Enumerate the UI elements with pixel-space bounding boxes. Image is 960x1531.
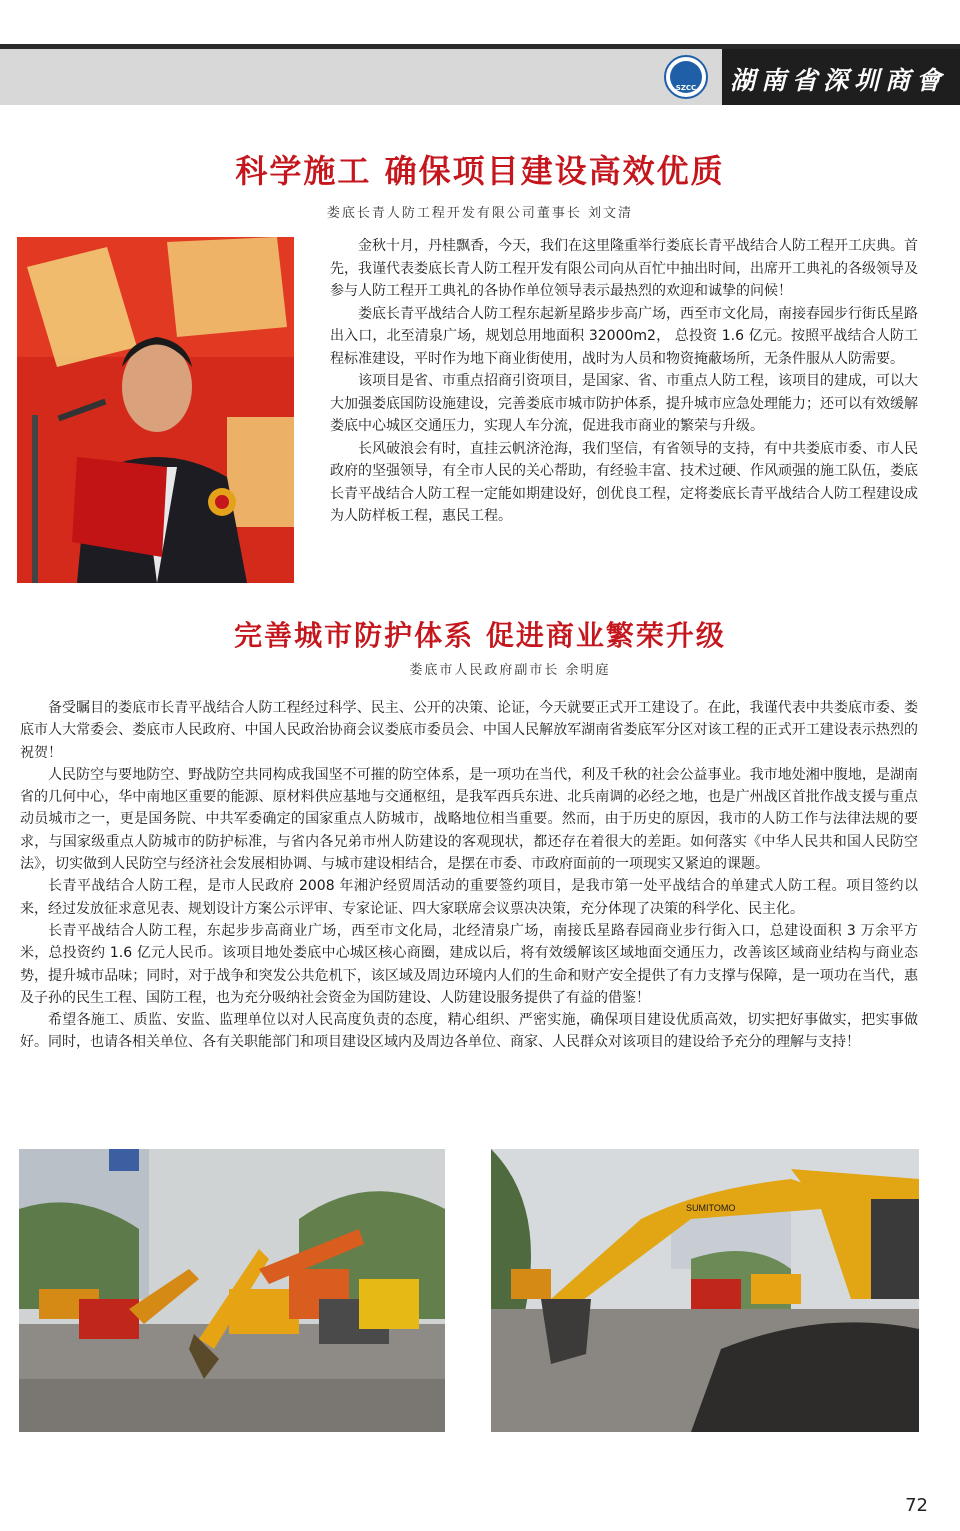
article2-body [20,697,918,1054]
page-number: 72 [905,1495,928,1516]
article1-paragraph: 长风破浪会有时，直挂云帆济沧海，我们坚信，有省领导的支持，有中共娄底市委、市人民政府的坚强领导，有全市人民的关心帮助，有经验丰富、技术过硬、作风顽强的施工队伍，娄底长青平战结合人防工程一定能如期建设好，创优良工程，定将娄底长青平战结合人防工程建设成为人防样板工程，惠民工程。 [330,440,918,524]
article2-paragraph: 人民防空与要地防空、野战防空共同构成我国坚不可摧的防空体系，是一项功在当代，利及千秋的社会公益事业。我市地处湘中腹地，是湖南省的几何中心，华中南地区重要的能源、原材料供应基地与交通枢纽，是我军西兵东进、北兵南调的必经之地，也是广州战区首批作战支援与重点动员城市之一，更是国务院、中共军委确定的国家重点人防城市，战略地位相当重要。然而，由于历史的原因，我市的人防工作与法律法规的要求，与国家级重点人防城市的防护标准，与省内各兄弟市州人防建设的客观现状，都还存在着很大的差距。如何落实《中华人民共和国人民防空法》，切实做到人民防空与经济社会发展相协调、与城市建设相结合，是摆在市委、市政府面前的一项现实又紧迫的课题。 [20,766,918,873]
article2-paragraph: 长青平战结合人防工程，东起步步高商业广场，西至市文化局，北经清泉广场，南接氐星路春园商业步行街入口，总建设面积 3 万余平方米，总投资约 1.6 亿元人民币。该项目地处娄底中心城区核心商圈，建成以后，将有效缓解该区域地面交通压力，改善该区域商业结构与商业态势，提升城市品味；同时，对于战争和突发公共危机下，该区域及周边环境内人们的生命和财产安全提供了有力支撑与保障，是一项功在当代，惠及子孙的民生工程、国防工程，也为充分吸纳社会资金为国防建设、人防建设服务提供了有益的借鉴！ [20,922,918,1006]
article2-paragraph: 备受瞩目的娄底市长青平战结合人防工程经过科学、民主、公开的决策、论证，今天就要正式开工建设了。在此，我谨代表中共娄底市委、娄底市人大常委会、娄底市人民政府、中国人民政治协商会议娄底市委员会、中国人民解放军湖南省娄底军分区对该工程的正式开工建设表示热烈的祝贺！ [20,700,918,761]
article1-body [330,235,918,528]
article2-byline: 娄底市人民政府副市长 余明庭 [409,663,611,678]
article1-paragraph: 该项目是省、市重点招商引资项目，是国家、省、市重点人防工程，该项目的建成，可以大大加强娄底国防设施建设，完善娄底市城市防护体系，提升城市应急处理能力；还可以有效缓解娄底中心城区交通压力，实现人车分流，促进我市商业的繁荣与升级。 [330,373,918,434]
speaker-photo [17,237,294,583]
article2-paragraph: 长青平战结合人防工程，是市人民政府 2008 年湘沪经贸周活动的重要签约项目，是我市第一处平战结合的单建式人防工程。项目签约以来，经过发放征求意见表、规划设计方案公示评审、专家论证、四大家联席会议票决决策，充分体现了决策的科学化、民主化。 [20,878,918,917]
page-header [0,49,960,105]
article2-title: 完善城市防护体系 促进商业繁荣升级 [234,619,726,652]
article1-byline: 娄底长青人防工程开发有限公司董事长 刘文清 [326,206,634,221]
chamber-logo-icon [664,55,708,99]
article1-paragraph: 金秋十月，丹桂飘香，今天，我们在这里隆重举行娄底长青平战结合人防工程开工庆典。首先，我谨代表娄底长青人防工程开发有限公司向从百忙中抽出时间，出席开工典礼的各级领导及参与人防工程开工典礼的各协作单位领导表示最热烈的欢迎和诚挚的问候！ [330,238,918,299]
excavators-photo-right [491,1149,919,1432]
excavator-brand-label: SUMITOMO [686,1203,736,1213]
article2-paragraph: 希望各施工、质监、安监、监理单位以对人民高度负责的态度，精心组织、严密实施，确保项目建设优质高效，切实把好事做实，把实事做好。同时，也请各相关单位、各有关职能部门和项目建设区域内及周边各单位、商家、人民群众对该项目的建设给予充分的理解与支持！ [20,1012,918,1051]
excavators-photo-left [19,1149,445,1432]
org-name: 湖南省深圳商會 [730,66,948,95]
logo-abbreviation: SZCC [675,84,697,92]
header-gray-band [0,49,722,105]
article1-title: 科学施工 确保项目建设高效优质 [235,152,725,190]
article1-paragraph: 娄底长青平战结合人防工程东起新星路步步高广场，西至市文化局，南接春园步行街氐星路出入口，北至清泉广场，规划总用地面积 32000m2， 总投资 1.6 亿元。按照平战结合人防工程标准建设，平时作为地下商业街使用，战时为人员和物资掩蔽场所，无条件服从人防需要。 [330,305,918,367]
